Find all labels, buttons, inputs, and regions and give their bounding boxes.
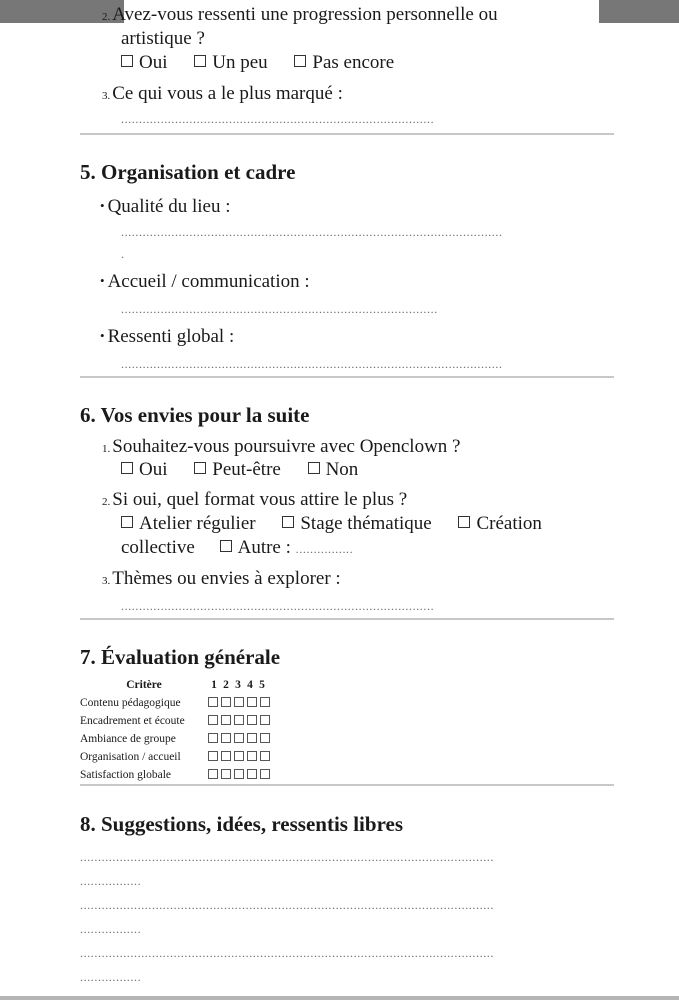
- option-creation-collective[interactable]: [458, 513, 541, 534]
- rating-checkbox[interactable]: [208, 697, 218, 707]
- free-text-line[interactable]: ...................................................................................................................: [80, 947, 494, 959]
- option-label: Oui: [139, 52, 168, 73]
- rating-checkbox[interactable]: [234, 769, 244, 779]
- option-oui[interactable]: [121, 459, 168, 480]
- section-divider: [80, 618, 614, 620]
- section-divider: [80, 784, 614, 786]
- table-header: [80, 676, 273, 694]
- question-4-2-line2: artistique ?: [121, 28, 205, 49]
- free-text-line[interactable]: .................: [80, 971, 142, 983]
- rating-checkbox[interactable]: [234, 715, 244, 725]
- other-answer-line[interactable]: ................: [295, 542, 354, 556]
- option-label: Oui: [139, 459, 168, 480]
- option-label: Atelier régulier: [139, 513, 256, 534]
- option-label-continued: collective: [121, 537, 195, 558]
- option-pas-encore[interactable]: [294, 52, 394, 73]
- question-4-2: [102, 4, 498, 28]
- scale-label: 2: [223, 679, 229, 691]
- question-text: Avez-vous ressenti une progression personnelle ou: [112, 4, 498, 25]
- scale-header: [208, 679, 268, 691]
- option-label: Stage thématique: [300, 513, 432, 534]
- free-text-line[interactable]: .................: [80, 923, 142, 935]
- options-6-2: [121, 513, 564, 535]
- table-row: [80, 748, 273, 766]
- rating-checkbox[interactable]: [208, 769, 218, 779]
- table-row: [80, 730, 273, 748]
- option-label: Peut-être: [212, 459, 281, 480]
- checkbox-icon[interactable]: [308, 462, 320, 474]
- option-label: Autre :: [237, 537, 291, 558]
- checkbox-icon[interactable]: [121, 462, 133, 474]
- rating-checkbox[interactable]: [208, 751, 218, 761]
- item-label: Qualité du lieu :: [107, 196, 231, 217]
- rating-checkbox[interactable]: [208, 733, 218, 743]
- rating-checkbox[interactable]: [260, 751, 270, 761]
- item-label: Ressenti global :: [107, 326, 235, 347]
- option-peut-etre[interactable]: [194, 459, 281, 480]
- criteria-label: Satisfaction globale: [80, 769, 172, 781]
- checkbox-icon[interactable]: [194, 462, 206, 474]
- stray-dot: .: [121, 248, 125, 260]
- answer-line[interactable]: .......................................................................................: [121, 600, 435, 612]
- options-4-2: [121, 52, 416, 74]
- checkbox-icon[interactable]: [282, 516, 294, 528]
- options-6-1: [121, 459, 380, 481]
- free-text-line[interactable]: ...................................................................................................................: [80, 899, 494, 911]
- question-text: Souhaitez-vous poursuivre avec Openclown ?: [112, 436, 461, 457]
- options-6-2-line2: [121, 537, 353, 559]
- table-row: [80, 712, 273, 730]
- criteria-label: Encadrement et écoute: [80, 715, 185, 727]
- answer-line[interactable]: ..........................................................................................................: [121, 226, 503, 238]
- scale-label: 1: [211, 679, 217, 691]
- question-text: Si oui, quel format vous attire le plus ?: [112, 489, 408, 510]
- rating-checkbox[interactable]: [221, 751, 231, 761]
- criteria-label: Contenu pédagogique: [80, 697, 181, 709]
- checkbox-icon[interactable]: [121, 55, 133, 67]
- question-number: 1.: [102, 443, 111, 455]
- checkbox-icon[interactable]: [458, 516, 470, 528]
- rating-checkbox[interactable]: [260, 697, 270, 707]
- option-non[interactable]: [308, 459, 359, 480]
- question-text: Ce qui vous a le plus marqué :: [112, 83, 343, 104]
- scale-label: 5: [259, 679, 265, 691]
- item-qualite-lieu: [100, 195, 231, 218]
- top-bar-right: [599, 0, 679, 23]
- question-6-3: [102, 568, 341, 592]
- question-number: 3.: [102, 575, 111, 587]
- bullet-icon: •: [100, 273, 105, 288]
- question-number: 3.: [102, 90, 111, 102]
- rating-checkbox[interactable]: [221, 769, 231, 779]
- checkbox-icon[interactable]: [121, 516, 133, 528]
- question-4-3: [102, 83, 343, 107]
- criteria-label: Organisation / accueil: [80, 751, 181, 763]
- rating-checkbox[interactable]: [260, 715, 270, 725]
- option-atelier-regulier[interactable]: [121, 513, 256, 534]
- option-label: Non: [325, 459, 359, 480]
- question-text: Thèmes ou envies à explorer :: [112, 568, 341, 589]
- answer-line[interactable]: ..........................................................................................................: [121, 358, 503, 370]
- rating-checkbox[interactable]: [234, 751, 244, 761]
- question-number: 2.: [102, 496, 111, 508]
- rating-checkbox[interactable]: [208, 715, 218, 725]
- evaluation-table: [80, 676, 273, 784]
- option-autre[interactable]: [220, 537, 354, 558]
- rating-checkbox[interactable]: [234, 697, 244, 707]
- option-label: Pas encore: [312, 52, 395, 73]
- rating-checkbox[interactable]: [221, 697, 231, 707]
- bullet-icon: •: [100, 198, 105, 213]
- scale-label: 3: [235, 679, 241, 691]
- free-text-line[interactable]: ...................................................................................................................: [80, 851, 494, 863]
- rating-checkbox[interactable]: [247, 697, 257, 707]
- checkbox-icon[interactable]: [220, 540, 232, 552]
- rating-checkbox[interactable]: [247, 715, 257, 725]
- table-row: [80, 694, 273, 712]
- scale-label: 4: [247, 679, 253, 691]
- free-text-line[interactable]: .................: [80, 875, 142, 887]
- option-stage-thematique[interactable]: [282, 513, 431, 534]
- rating-checkbox[interactable]: [260, 769, 270, 779]
- rating-checkbox[interactable]: [247, 769, 257, 779]
- answer-line[interactable]: ........................................................................................: [121, 303, 438, 315]
- section-5-title: 5. Organisation et cadre: [80, 160, 296, 184]
- table-row: [80, 766, 273, 784]
- section-divider: [80, 376, 614, 378]
- item-accueil: [100, 270, 310, 293]
- option-label: Création: [476, 513, 542, 534]
- criteria-label: Ambiance de groupe: [80, 733, 176, 745]
- item-ressenti: [100, 325, 234, 348]
- page-bottom-edge: [0, 996, 679, 1000]
- bullet-icon: •: [100, 328, 105, 343]
- answer-line[interactable]: .......................................................................................: [121, 113, 435, 125]
- rating-checkbox[interactable]: [221, 733, 231, 743]
- checkbox-icon[interactable]: [194, 55, 206, 67]
- section-7-title: 7. Évaluation générale: [80, 645, 281, 669]
- rating-checkbox[interactable]: [234, 733, 244, 743]
- rating-checkbox[interactable]: [247, 733, 257, 743]
- rating-checkbox[interactable]: [221, 715, 231, 725]
- option-oui[interactable]: [121, 52, 168, 73]
- rating-checkbox[interactable]: [260, 733, 270, 743]
- option-label: Un peu: [212, 52, 268, 73]
- rating-checkbox[interactable]: [247, 751, 257, 761]
- option-un-peu[interactable]: [194, 52, 267, 73]
- question-6-2: [102, 489, 407, 513]
- section-6-title: 6. Vos envies pour la suite: [80, 403, 310, 427]
- question-number: 2.: [102, 11, 111, 23]
- item-label: Accueil / communication :: [107, 271, 310, 292]
- section-divider: [80, 133, 614, 135]
- section-8-title: 8. Suggestions, idées, ressentis libres: [80, 812, 403, 836]
- question-6-1: [102, 436, 460, 460]
- criteria-header: Critère: [126, 679, 162, 691]
- checkbox-icon[interactable]: [294, 55, 306, 67]
